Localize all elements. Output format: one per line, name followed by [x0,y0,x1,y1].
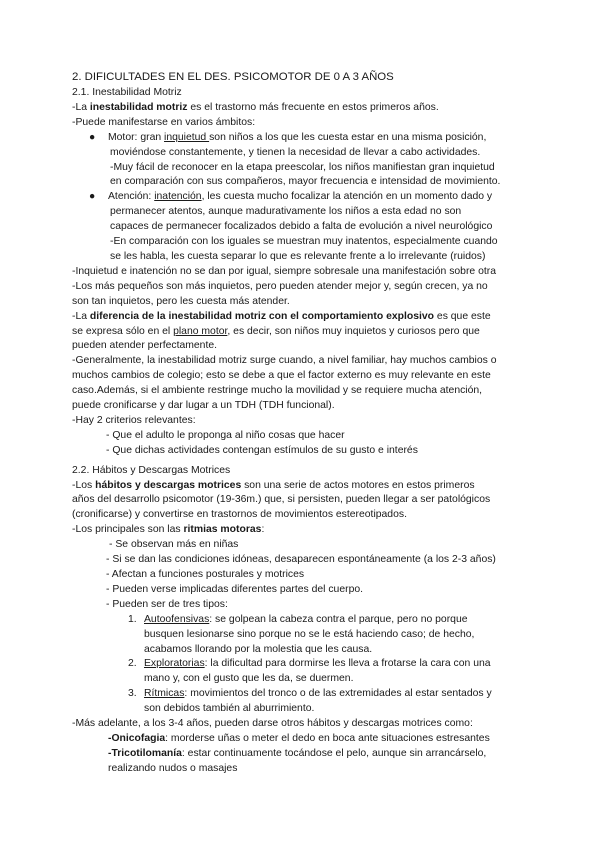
paragraph-line: caso.Además, si el ambiente restringe mucho la movilidad y se requiere mucha atención, [72,385,483,397]
text: se expresa sólo en el [72,325,174,337]
text: son una serie de actos motores en estos primeros [241,479,475,491]
paragraph-line: -Los más pequeños son más inquietos, pero pueden atender mejor y, según crecen, ya no [72,280,488,292]
underlined-term: Exploratorias [144,658,205,670]
paragraph-line: años del desarrollo psicomotor (19-36m.) que, si persisten, pueden llegar a ser patológicos [72,494,491,506]
paragraph-line: -Inquietud e inatención no se dan por igual, siempre sobresale una manifestación sobre otra [72,265,496,277]
text: -La [72,310,90,322]
text: : morderse uñas o meter el dedo en boca ante situaciones estresantes [165,732,490,744]
text: Atención: [108,191,155,203]
paragraph-line: -Hay 2 criterios relevantes: [72,414,196,426]
numbered-continuation: busquen lesionarse sino porque no se le está haciendo caso; de hecho, [144,628,475,640]
paragraph-line: -Puede manifestarse en varios ámbitos: [72,116,256,128]
paragraph-line [72,523,528,538]
dash-item: - Pueden ser de tres tipos: [106,598,228,610]
paragraph-line: -Generalmente, la inestabilidad motriz surge cuando, a nivel familiar, hay muchos cambios o [72,355,497,367]
dash-item: - Pueden verse implicadas diferentes partes del cuerpo. [106,583,364,595]
text: Motor: gran [108,131,165,143]
criteria-item: - Que dichas actividades contengan estímulos de su gusto e interés [106,444,418,456]
paragraph-line: son tan inquietos, pero les cuesta más atender. [72,295,290,307]
habit-item-onicofagia [72,732,528,747]
underlined-term: plano motor [173,325,228,337]
underlined-term: inquietud [164,131,210,143]
numbered-item-autoofensivas [72,613,528,628]
paragraph-line [72,310,528,325]
bullet-icon: ● [89,191,96,203]
bold-term: diferencia de la inestabilidad motriz con el comportamiento explosivo [89,310,435,322]
bold-term: inestabilidad motriz [89,101,188,113]
text: -Los [72,479,96,491]
bullet-item-motor [72,131,528,146]
numbered-continuation: acabamos llorando por la molestia que les causa. [144,643,373,655]
subsection-title-2-1: 2.1. Inestabilidad Motriz [72,87,182,98]
text: es el trastorno más frecuente en estos primeros años. [187,101,439,113]
paragraph-line: (cronificarse) y convertirse en trastornos de movimientos estereotipados. [72,509,407,521]
numbered-continuation: mano y, con el gusto que les da, se duermen. [144,673,354,685]
bullet-item-atencion [72,190,528,205]
bullet-continuation: se les habla, les cuesta separar lo que es relevante frente a lo irrelevante (ruidos) [110,250,486,262]
bold-term: ritmias motoras [183,524,262,536]
list-number: 1. [128,613,137,625]
paragraph-line [72,479,528,494]
list-number: 2. [128,658,137,670]
underlined-term: inatención [154,191,202,203]
habit-continuation: realizando nudos o masajes [108,762,238,774]
text: , es decir, son niños muy inquietos y curiosos pero que [227,325,480,337]
text: -La [72,101,90,113]
text: son niños a los que les cuesta estar en una misma posición, [209,131,487,143]
underlined-term: Autoofensivas [144,613,210,625]
section-heading: 2. DIFICULTADES EN EL DES. PSICOMOTOR DE 0 A 3 AÑOS [72,71,394,83]
paragraph-line: muchos cambios de colegio; esto se debe a que el factor externo es muy relevante en este [72,370,491,382]
criteria-item: - Que el adulto le proponga al niño cosas que hacer [106,429,345,441]
dash-item: - Se observan más en niñas [109,539,239,551]
bullet-continuation: -En comparación con los iguales se muestran muy inatentos, especialmente cuando [110,236,498,248]
bullet-icon: ● [89,131,96,143]
bullet-continuation: permanecer atentos, aunque madurativamente los niños a esta edad no son [110,206,462,218]
text: : la dificultad para dormirse les lleva a frotarse la cara con una [204,658,491,670]
habit-item-tricotilomania [72,747,528,762]
bullet-continuation: -Muy fácil de reconocer en la etapa preescolar, los niños manifiestan gran inquietud [110,161,495,173]
paragraph-line: pueden atender perfectamente. [72,340,217,352]
text: : [261,524,265,536]
text: , les cuesta mucho focalizar la atención en un momento dado y [201,191,493,203]
numbered-item-exploratorias [72,657,528,672]
bold-term: hábitos y descargas motrices [95,479,242,491]
bold-term: -Onicofagia [108,732,166,744]
text: : movimientos del tronco o de las extremidades al estar sentados y [184,688,492,700]
bold-term: -Tricotilomanía [108,747,182,759]
text: -Los principales son las [72,524,184,536]
bullet-continuation: en comparación con sus compañeros, mayor frecuencia e intensidad de movimiento. [110,176,501,188]
paragraph-line: puede cronificarse y dar lugar a un TDH (TDH funcional). [72,400,335,412]
paragraph-line [72,325,528,340]
bullet-continuation: moviéndose constantemente, y tienen la necesidad de llevar a cabo actividades. [110,146,481,158]
text: : estar continuamente tocándose el pelo, aunque sin arrancárselo, [181,747,487,759]
dash-item: - Afectan a funciones posturales y motrices [106,569,305,580]
dash-item: - Si se dan las condiciones idóneas, desaparecen espontáneamente (a los 2-3 años) [106,554,496,566]
numbered-item-ritmicas [72,687,528,702]
text: : se golpean la cabeza contra el parque, pero no porque [209,613,468,625]
numbered-continuation: son debidos también al aburrimiento. [144,703,315,715]
text: es que este [434,310,491,322]
subsection-title-2-2: 2.2. Hábitos y Descargas Motrices [72,464,231,476]
underlined-term: Rítmicas [144,688,185,700]
bullet-continuation: capaces de permanecer focalizados debido a falta de evolución a nivel neurológico [110,221,493,233]
paragraph-line: -Más adelante, a los 3-4 años, pueden darse otros hábitos y descargas motrices como: [72,718,473,730]
list-number: 3. [128,688,137,700]
document-content [72,70,528,777]
paragraph-line [72,101,528,116]
